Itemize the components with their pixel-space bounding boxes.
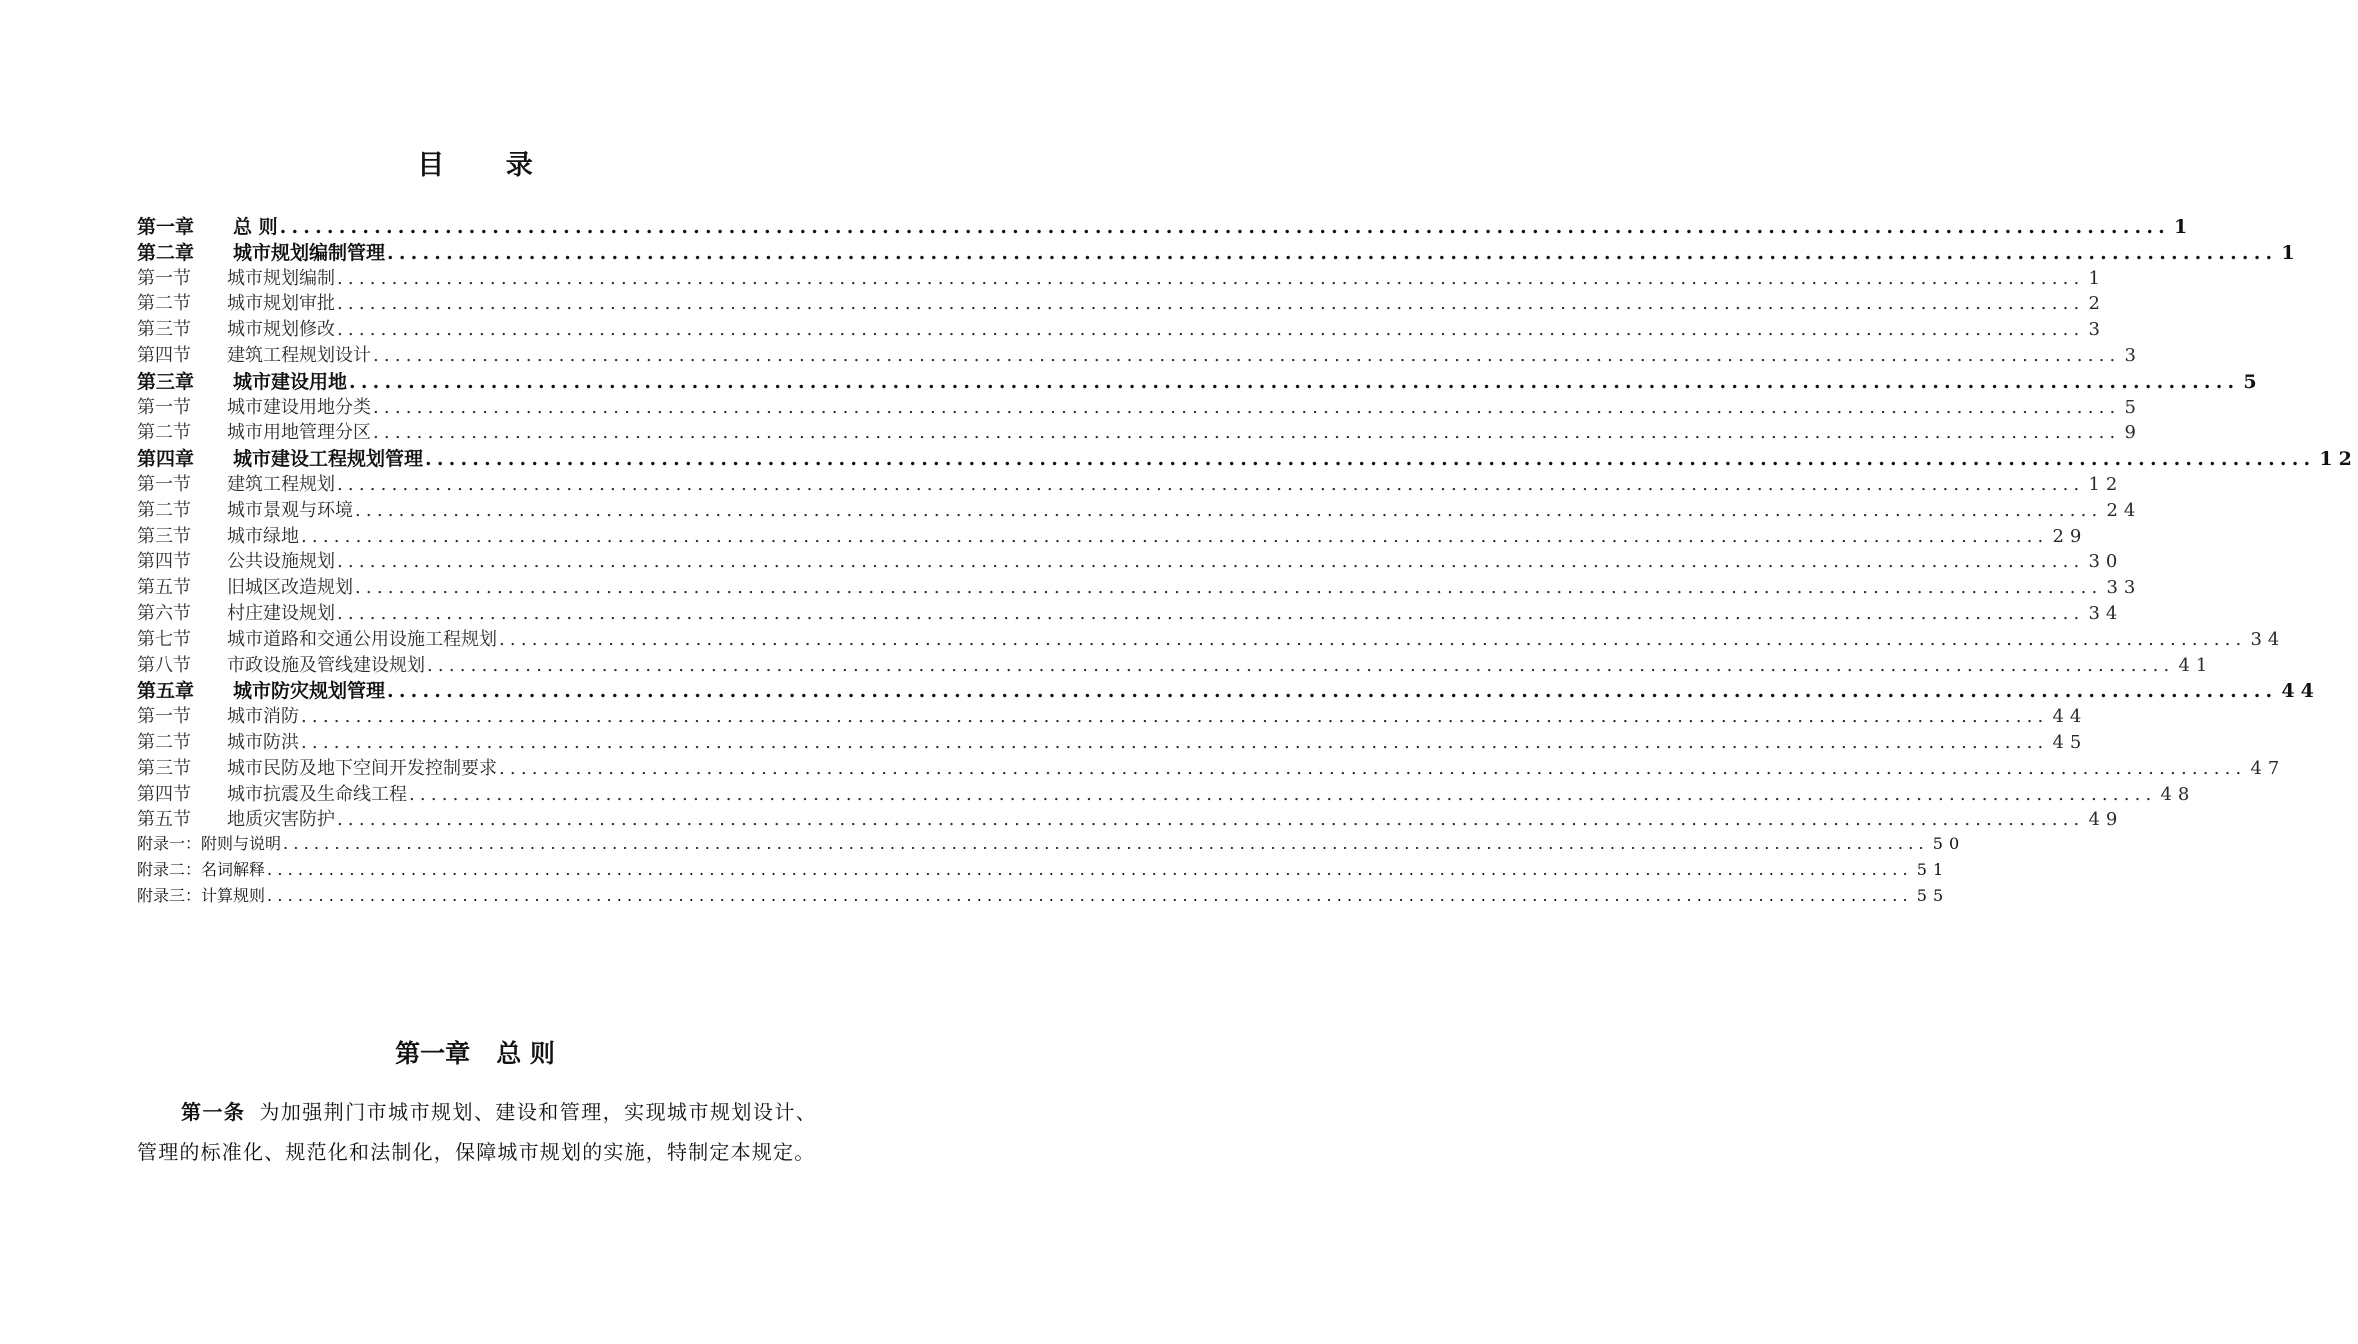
toc-dot-leader	[337, 603, 2084, 624]
toc-dot-leader	[499, 629, 2246, 650]
toc-dot-leader	[373, 345, 2120, 366]
toc-entry-page: 41	[2178, 654, 2214, 676]
toc-entry-title: 城市规划编制管理	[233, 241, 386, 264]
toc-entry-page: 44	[2052, 706, 2088, 728]
toc-entry-title: 地质灾害防护	[227, 809, 335, 831]
toc-dot-leader	[267, 860, 1913, 879]
toc-entry-label: 第五章	[137, 680, 195, 703]
article-label: 第一条	[181, 1100, 246, 1124]
toc-entry-section	[137, 522, 2088, 548]
toc-entry-chapter	[137, 238, 2301, 264]
toc-entry-title: 城市防洪	[227, 731, 299, 753]
toc-dot-leader	[355, 500, 2102, 521]
toc-entry-label: 第四节	[137, 551, 191, 573]
article-text: 为加强荆门市城市规划、建设和管理，实现城市规划设计、管理的标准化、规范化和法制化，保障城市规划的实施，特制定本规定。	[137, 1100, 817, 1164]
toc-entry-title: 旧城区改造规划	[227, 577, 353, 599]
toc-entry-label: 第三章	[137, 370, 195, 393]
toc-entry-title: 城市规划编制	[227, 267, 335, 289]
toc-entry-section	[137, 599, 2124, 625]
toc-entry-chapter	[137, 367, 2263, 393]
toc-entry-label: 附录一：	[137, 834, 202, 854]
toc-entry-label: 第七节	[137, 628, 191, 650]
toc-entry-page: 3	[2124, 344, 2142, 366]
chapter-heading: 第一章 总 则	[395, 1039, 555, 1068]
toc-entry-page: 12	[2319, 448, 2358, 471]
toc-dot-leader	[301, 706, 2048, 727]
toc-entry-title: 计算规则	[201, 885, 266, 905]
toc-dot-leader	[337, 293, 2084, 314]
toc-entry-page: 1	[2088, 267, 2106, 289]
toc-entry-title: 建筑工程规划	[227, 473, 335, 495]
toc-entry-section	[137, 573, 2142, 599]
toc-entry-title: 总 则	[233, 216, 278, 238]
toc-entry-page: 12	[2088, 473, 2124, 495]
toc-entry-appendix	[137, 831, 1966, 857]
toc-entry-section	[137, 418, 2142, 444]
toc-entry-section	[137, 728, 2088, 754]
toc-entry-label: 第三节	[137, 319, 191, 341]
toc-entry-chapter	[137, 676, 2320, 703]
toc-entry-label: 第八节	[137, 654, 191, 676]
toc-entry-title: 城市消防	[227, 706, 299, 728]
toc-entry-label: 第一节	[137, 473, 191, 495]
toc-entry-page: 5	[2243, 370, 2263, 393]
toc-entry-title: 公共设施规划	[227, 551, 335, 573]
toc-entry-page: 34	[2088, 602, 2124, 624]
toc-entry-label: 第一节	[137, 396, 191, 418]
toc-title: 目 录	[417, 150, 559, 181]
toc-dot-leader	[427, 655, 2174, 676]
toc-entry-title: 市政设施及管线建设规划	[227, 654, 425, 676]
toc-entry-label: 第一节	[137, 267, 191, 289]
toc-entry-section	[137, 780, 2196, 806]
toc-dot-leader	[267, 886, 1913, 905]
toc-entry-label: 第二节	[137, 731, 191, 753]
toc-entry-section	[137, 702, 2088, 728]
toc-entry-page: 51	[1916, 859, 1950, 879]
toc-entry-label: 第五节	[137, 809, 191, 831]
toc-entry-title: 城市建设用地分类	[227, 396, 371, 418]
toc-entry-label: 第一章	[137, 216, 195, 238]
toc-entry-title: 城市规划修改	[227, 319, 335, 341]
toc-entry-title: 城市建设用地	[233, 370, 348, 393]
toc-entry-section	[137, 496, 2142, 522]
toc-entry-page: 1	[2173, 216, 2194, 238]
toc-dot-leader	[280, 216, 2170, 238]
toc-dot-leader	[373, 422, 2120, 443]
toc-entry-title: 城市建设工程规划管理	[233, 448, 424, 471]
toc-dot-leader	[283, 834, 1929, 853]
toc-entry-page: 29	[2052, 525, 2088, 547]
toc-entry-section	[137, 264, 2106, 290]
toc-dot-leader	[301, 732, 2048, 753]
toc-dot-leader	[337, 551, 2084, 572]
toc-dot-leader	[337, 474, 2084, 495]
toc-entry-section	[137, 289, 2106, 315]
toc-entry-page: 33	[2106, 577, 2142, 599]
toc-entry-section	[137, 470, 2124, 496]
toc-entry-label: 附录二：	[137, 859, 202, 879]
toc-entry-page: 1	[2281, 241, 2301, 264]
toc-entry-page: 48	[2160, 783, 2196, 805]
toc-entry-label: 第一节	[137, 706, 191, 728]
toc-entry-title: 城市防灾规划管理	[233, 680, 386, 703]
toc-entry-page: 30	[2088, 551, 2124, 573]
toc-entry-label: 第四节	[137, 783, 191, 805]
toc-entry-label: 第三节	[137, 757, 191, 779]
toc-entry-label: 第三节	[137, 525, 191, 547]
toc-entry-page: 2	[2088, 293, 2106, 315]
toc-dot-leader	[409, 784, 2156, 805]
toc-entry-page: 47	[2250, 757, 2286, 779]
toc-entry-title: 村庄建设规划	[227, 602, 335, 624]
toc-entry-title: 城市景观与环境	[227, 499, 353, 521]
toc-entry-label: 第六节	[137, 602, 191, 624]
toc-entry-label: 第二节	[137, 422, 191, 444]
toc-dot-leader	[349, 371, 2239, 393]
toc-entry-page: 55	[1916, 885, 1950, 905]
toc-entry-appendix	[137, 857, 1950, 883]
toc-entry-title: 城市绿地	[227, 525, 299, 547]
toc-entry-label: 附录三：	[137, 885, 202, 905]
toc-dot-leader	[425, 448, 2315, 470]
toc-entry-section	[137, 393, 2142, 419]
toc-entry-title: 城市规划审批	[227, 293, 335, 315]
toc-entry-page: 34	[2250, 628, 2286, 650]
toc-entry-label: 第二节	[137, 293, 191, 315]
toc-dot-leader	[387, 242, 2277, 264]
toc-entry-chapter	[137, 212, 2194, 238]
toc-dot-leader	[373, 397, 2120, 418]
toc-entry-label: 第二节	[137, 499, 191, 521]
toc-entry-section	[137, 625, 2286, 651]
toc-entry-section	[137, 754, 2286, 780]
toc-dot-leader	[337, 319, 2084, 340]
toc-dot-leader	[355, 577, 2102, 598]
toc-entry-page: 9	[2124, 422, 2142, 444]
toc-entry-title: 名词解释	[201, 859, 266, 879]
toc-entry-appendix	[137, 883, 1950, 909]
toc-entry-label: 第四章	[137, 448, 195, 471]
toc-entry-title: 城市用地管理分区	[227, 422, 371, 444]
toc-entry-section	[137, 805, 2124, 831]
toc-entry-section	[137, 547, 2124, 573]
toc-entry-section	[137, 341, 2142, 367]
toc-entry-page: 24	[2106, 499, 2142, 521]
toc-entry-page: 49	[2088, 809, 2124, 831]
toc-entry-title: 城市民防及地下空间开发控制要求	[227, 757, 497, 779]
toc-entry-page: 50	[1932, 834, 1966, 854]
toc-dot-leader	[337, 809, 2084, 830]
toc-dot-leader	[499, 758, 2246, 779]
toc-entry-section	[137, 651, 2214, 677]
toc-entry-title: 城市抗震及生命线工程	[227, 783, 407, 805]
table-of-contents	[137, 212, 2358, 909]
toc-entry-title: 城市道路和交通公用设施工程规划	[227, 628, 497, 650]
toc-entry-page: 5	[2124, 396, 2142, 418]
toc-dot-leader	[387, 680, 2277, 702]
toc-entry-label: 第二章	[137, 241, 195, 264]
toc-entry-page: 45	[2052, 731, 2088, 753]
toc-dot-leader	[301, 526, 2048, 547]
toc-entry-title: 建筑工程规划设计	[227, 344, 371, 366]
toc-dot-leader	[337, 268, 2084, 289]
toc-entry-section	[137, 315, 2106, 341]
toc-entry-page: 44	[2281, 680, 2320, 703]
toc-entry-label: 第五节	[137, 577, 191, 599]
toc-entry-title: 附则与说明	[201, 834, 282, 854]
toc-entry-chapter	[137, 444, 2358, 471]
toc-entry-label: 第四节	[137, 344, 191, 366]
toc-entry-page: 3	[2088, 319, 2106, 341]
article-paragraph	[137, 1092, 817, 1172]
